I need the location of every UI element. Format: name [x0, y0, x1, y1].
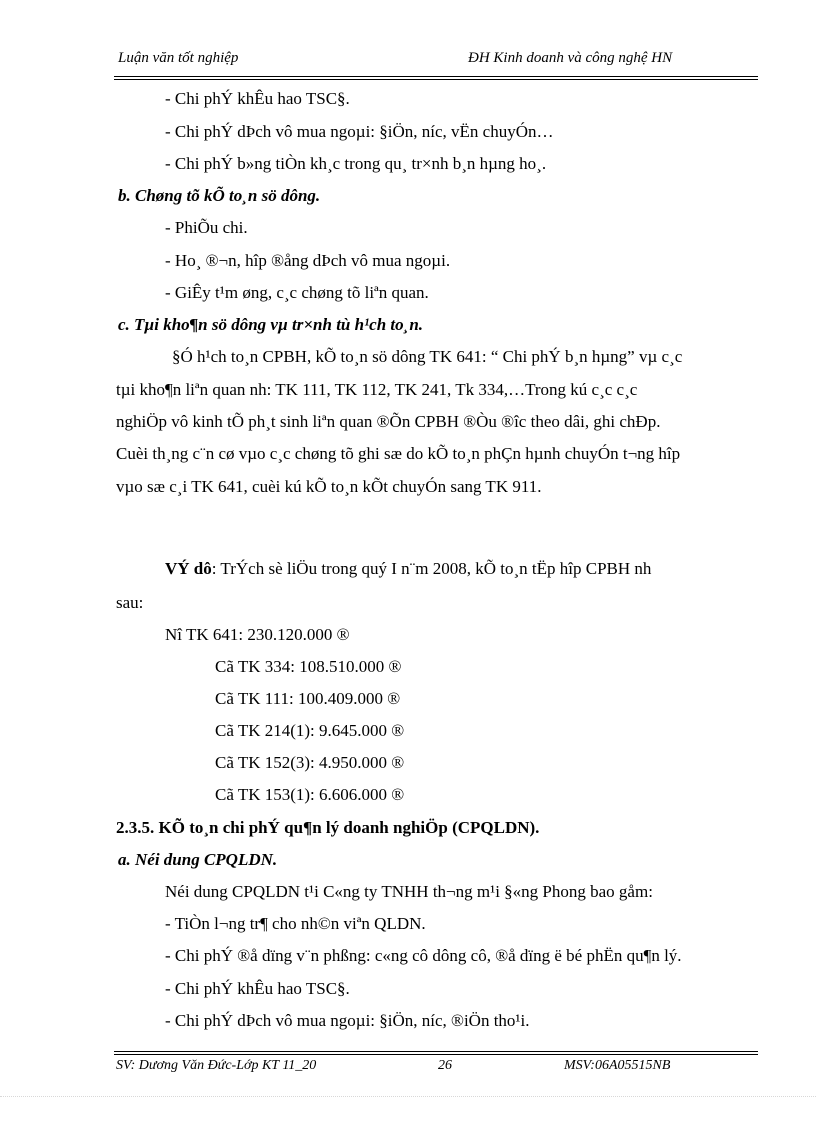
header-rule-bottom — [114, 79, 758, 80]
section-heading-b: b. Chøng tõ kÕ to¸n sö dông. — [118, 186, 321, 205]
example-label: VÝ dô — [165, 559, 212, 578]
footer-msv: MSV:06A05515NB — [564, 1058, 671, 1073]
page-number: 26 — [438, 1058, 452, 1073]
paragraph-line: vµo sæ c¸i TK 641, cuèi kú kÕ to¸n kÕt chuyÓn sang TK 911. — [116, 477, 542, 496]
journal-credit: Cã TK 111: 100.409.000 ® — [215, 689, 401, 708]
header-thesis-title: Luận văn tốt nghiệp — [118, 50, 239, 66]
text-line: Néi dung CPQLDN t¹i C«ng ty TNHH th¬ng m¹i §«ng Phong bao gåm: — [165, 882, 653, 901]
header-university: ĐH Kinh doanh và công nghệ HN — [468, 50, 673, 66]
paragraph-line: Cuèi th¸ng c¨n cø vµo c¸c chøng tõ ghi sæ do kÕ to¸n phÇn hµnh chuyÓn t¬ng hîp — [116, 444, 681, 463]
journal-credit: Cã TK 214(1): 9.645.000 ® — [215, 721, 405, 740]
text-line: - Chi phÝ ®å dïng v¨n phßng: c«ng cô dông cô, ®å dïng ë bé phËn qu¶n lý. — [165, 946, 682, 965]
text-line: - Chi phÝ khÊu hao TSC§. — [165, 89, 350, 108]
journal-debit: Nî TK 641: 230.120.000 ® — [165, 625, 350, 644]
footer-rule-top — [114, 1051, 758, 1052]
paragraph-line: §Ó h¹ch to¸n CPBH, kÕ to¸n sö dông TK 641: “ Chi phÝ b¸n hµng” vµ c¸c — [172, 347, 683, 366]
text-line: - Chi phÝ khÊu hao TSC§. — [165, 979, 350, 998]
journal-credit: Cã TK 152(3): 4.950.000 ® — [215, 753, 405, 772]
text-line: - Ho¸ ®¬n, hîp ®ång dÞch vô mua ngoµi. — [165, 251, 451, 270]
text-line: - Chi phÝ b»ng tiÒn kh¸c trong qu¸ tr×nh b¸n hµng ho¸. — [165, 154, 547, 173]
paragraph-line: nghiÖp vô kinh tÕ ph¸t sinh liªn quan ®Õn CPBH ®Òu ®îc theo dâi, ghi chÐp. — [116, 412, 661, 431]
paragraph-line: tµi kho¶n liªn quan nh: TK 111, TK 112, TK 241, Tk 334,…Trong kú c¸c c¸c — [116, 380, 638, 399]
text-line: - TiÒn l¬ng tr¶ cho nh©n viªn QLDN. — [165, 914, 426, 933]
text-line: - PhiÕu chi. — [165, 218, 248, 237]
journal-credit: Cã TK 334: 108.510.000 ® — [215, 657, 402, 676]
text-line: - GiÊy t¹m øng, c¸c chøng tõ liªn quan. — [165, 283, 429, 302]
section-heading-a: a. Néi dung CPQLDN. — [118, 850, 278, 869]
section-heading-c: c. Tµi kho¶n sö dông vµ tr×nh tù h¹ch to¸n. — [118, 315, 424, 334]
example-text: : TrÝch sè liÖu trong quý I n¨m 2008, kÕ to¸n tËp hîp CPBH nh — [211, 559, 652, 578]
header-rule-top — [114, 76, 758, 77]
example-line — [165, 559, 651, 579]
footer-rule-bottom — [114, 1054, 758, 1055]
page-bottom-divider — [0, 1096, 816, 1097]
text-line: - Chi phÝ dÞch vô mua ngoµi: §iÖn, níc, ®iÖn tho¹i. — [165, 1011, 530, 1030]
journal-credit: Cã TK 153(1): 6.606.000 ® — [215, 785, 405, 804]
section-heading-2-3-5: 2.3.5. KÕ to¸n chi phÝ qu¶n lý doanh nghiÖp (CPQLDN). — [116, 818, 540, 837]
text-line: - Chi phÝ dÞch vô mua ngoµi: §iÖn, níc, vËn chuyÓn… — [165, 122, 554, 141]
footer-student: SV: Dương Văn Đức-Lớp KT 11_20 — [116, 1058, 317, 1073]
example-line-continued: sau: — [116, 593, 144, 612]
